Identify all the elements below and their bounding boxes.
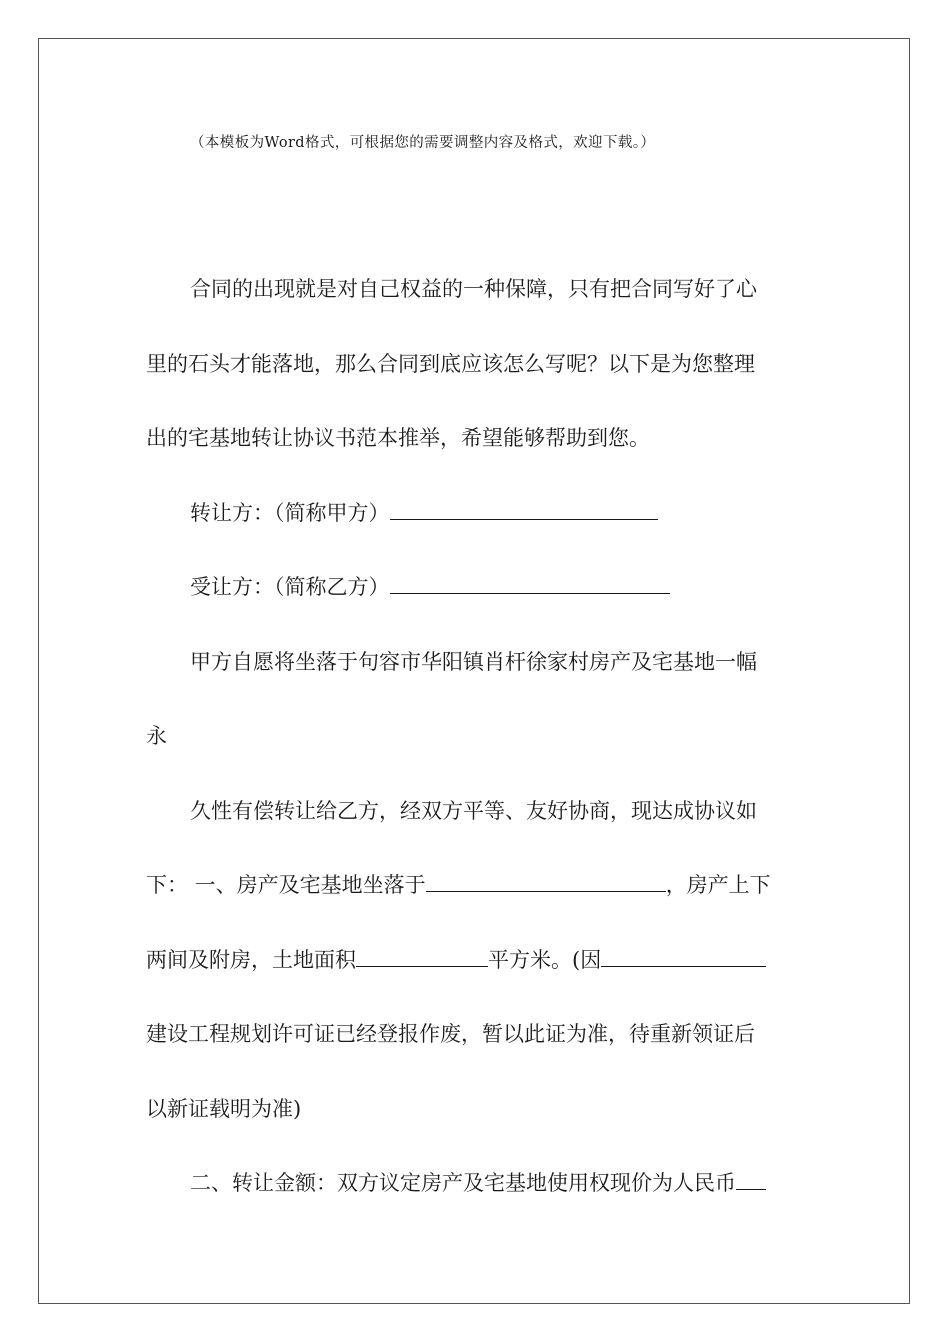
paragraph-agreement-line-3: 久性有偿转让给乙方，经双方平等、友好协商，现达成协议如: [190, 799, 757, 823]
clause-1-line-3: 建设工程规划许可证已经登报作废，暂以此证为准，待重新领证后: [146, 1022, 755, 1046]
clause-1-text-c: 两间及附房，土地面积: [146, 948, 356, 972]
clause-1-line-4: 以新证载明为准): [146, 1097, 302, 1121]
transferor-label: 转让方：（简称甲方）: [190, 501, 390, 525]
transferee-line: [190, 573, 670, 601]
reason-blank: [601, 946, 766, 967]
paragraph-intro-line-2: 里的石头才能落地，那么合同到底应该怎么写呢？以下是为您整理: [146, 352, 755, 376]
clause-1-text-a: 下： 一、房产及宅基地坐落于: [146, 873, 426, 897]
clause-1-line-2: [146, 946, 766, 974]
transferee-blank: [390, 573, 670, 594]
clause-1-text-b: ，房产上下: [665, 873, 771, 897]
price-blank: [736, 1169, 766, 1190]
clause-1-text-d: 平方米。(因: [488, 948, 602, 972]
area-blank: [356, 946, 488, 967]
paragraph-agreement-line-2: 永: [146, 724, 167, 748]
paragraph-intro-line-1: 合同的出现就是对自己权益的一种保障，只有把合同写好了心: [190, 277, 757, 301]
location-blank: [426, 871, 666, 892]
transferor-blank: [390, 499, 658, 520]
transferee-label: 受让方：（简称乙方）: [190, 575, 390, 599]
paragraph-intro-line-3: 出的宅基地转让协议书范本推举，希望能够帮助到您。: [146, 426, 650, 450]
clause-1-line-1: [146, 871, 771, 899]
clause-2-line-1: [190, 1169, 766, 1197]
transferor-line: [190, 499, 658, 527]
paragraph-agreement-line-1: 甲方自愿将坐落于句容市华阳镇肖杆徐家村房产及宅基地一幅: [190, 650, 757, 674]
clause-2-text: 二、转让金额：双方议定房产及宅基地使用权现价为人民币: [190, 1171, 736, 1195]
template-notice: （本模板为Word格式，可根据您的需要调整内容及格式，欢迎下载。）: [190, 135, 656, 151]
